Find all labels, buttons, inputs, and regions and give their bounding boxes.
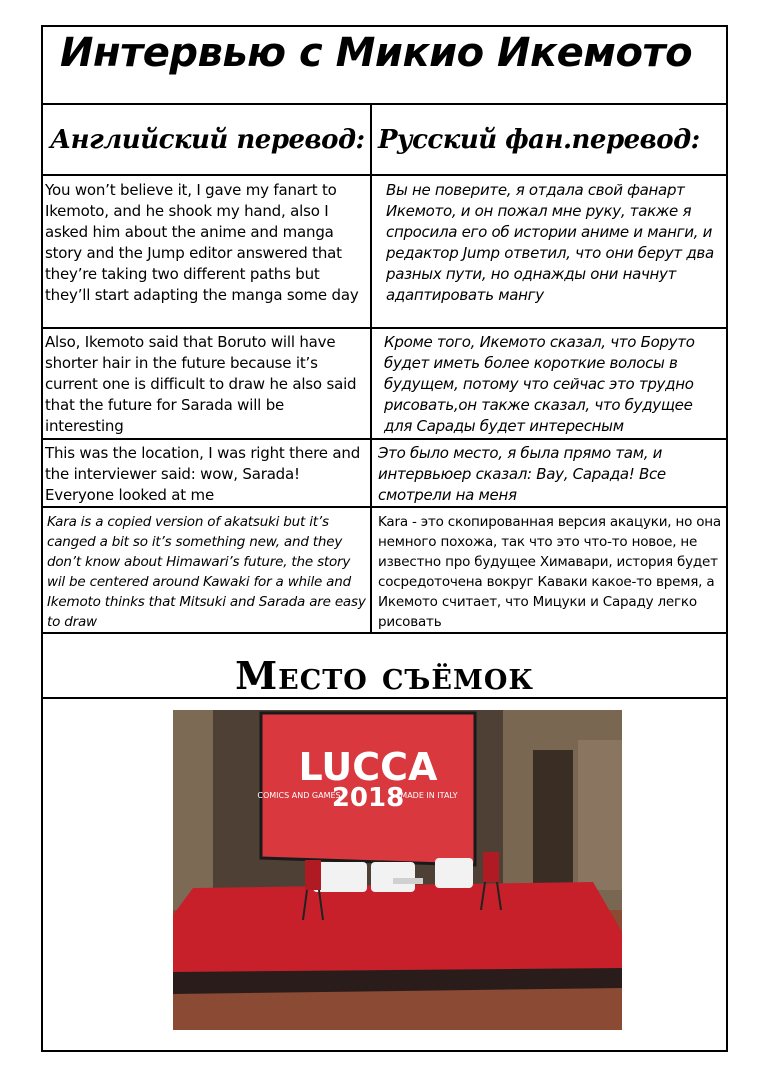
screen-subtext: COMICS AND GAMES <box>257 791 341 800</box>
english-cell-4: Kara is a copied version of akatsuki but it’s canged a bit so it’s something new, and they don’t know about Himawari’s future, the story wil be centered around Kawaki for a while and Ikemoto thinks that Mitsuki and Sarada are easy to draw <box>47 514 366 630</box>
page-title: Интервью с Микио Икемото <box>60 30 693 76</box>
venue-photo <box>173 710 622 1030</box>
russian-cell-2: Кроме того, Икемото сказал, что Боруто будет иметь более короткие волосы в будущем, потому что сейчас это трудно рисовать,он также сказал, что будущее для Сарады будет интересным <box>384 333 695 435</box>
russian-cell-3: Это было место, я была прямо там, и интервьюер сказал: Вау, Сарада! Все смотрели на меня <box>378 444 666 504</box>
rule <box>41 632 728 634</box>
russian-cell-1: Вы не поверите, я отдала свой фанарт Икемото, и он пожал мне руку, также я спросила его об истории аниме и манги, и редактор Jump ответил, что они берут два разных пути, но однажды они начнут адаптировать мангу <box>386 181 714 304</box>
column-divider <box>370 103 372 634</box>
english-cell-3: This was the location, I was right there and the interviewer said: wow, Sarada! Everyone looked at me <box>45 444 361 504</box>
russian-column-header: Русский фан.перевод: <box>378 125 700 155</box>
rule <box>41 438 728 440</box>
russian-cell-4: Kara - это скопированная версия акацуки, но она немного похожа, так что это что-то новое, не известно про будущее Химавари, история будет сосредоточена вокруг Каваки какое-то время, а Икемото считает, что Мицуки и Сараду легко рисовать <box>378 514 721 630</box>
rule <box>41 506 728 508</box>
rule <box>41 174 728 176</box>
rule <box>41 103 728 105</box>
rule <box>41 327 728 329</box>
english-cell-2: Also, Ikemoto said that Boruto will have shorter hair in the future because it’s current one is difficult to draw he also said that the future for Sarada will be interesting <box>45 333 357 435</box>
screen-text: LUCCA <box>298 745 438 789</box>
screen-year: 2018 <box>331 783 405 813</box>
screen-subtext: MADE IN ITALY <box>400 791 458 800</box>
english-column-header: Английский перевод: <box>50 125 365 155</box>
english-cell-1: You won’t believe it, I gave my fanart to Ikemoto, and he shook my hand, also I asked him about the anime and manga story and the Jump editor answered that they’re taking two different paths but they’ll start adapting the manga some day <box>45 181 359 304</box>
section-title: Место съёмок <box>235 653 534 698</box>
